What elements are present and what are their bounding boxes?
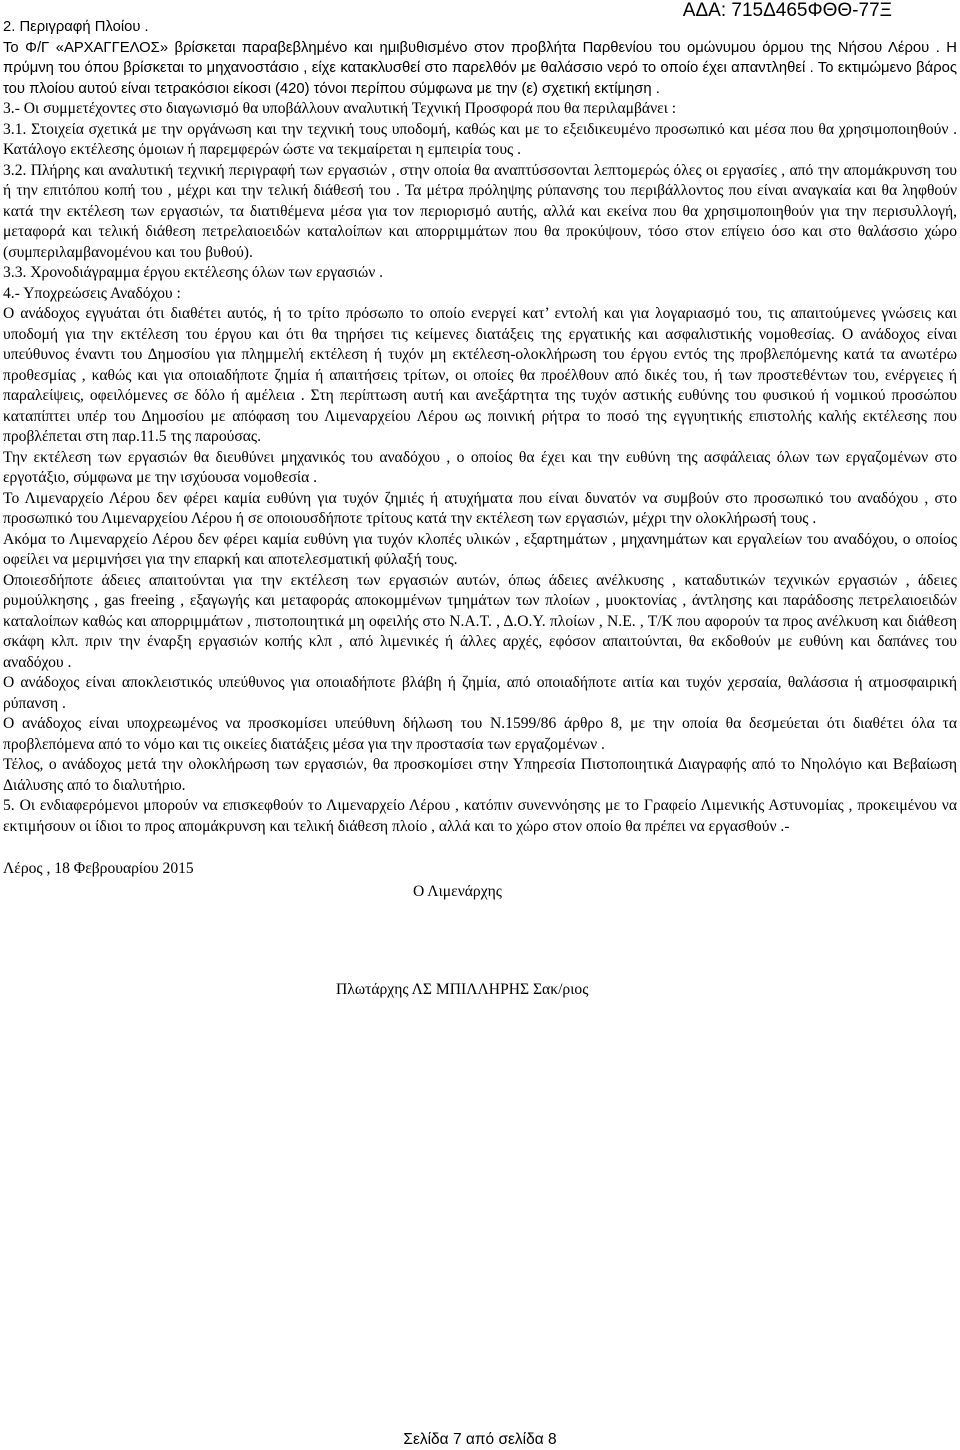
signatory-name: Πλωτάρχης ΛΣ ΜΠΙΛΛΗΡΗΣ Σακ/ριος [336,981,589,998]
section-3-heading: 3.- Οι συμμετέχοντες στο διαγωνισμό θα υποβάλλουν αναλυτική Τεχνική Προσφορά που θα περιλαμβάνει : [3,100,677,117]
paragraph: Την εκτέλεση των εργασιών θα διευθύνει μηχανικός του αναδόχου , ο οποίος θα έχει και την ευθύνη της ασφάλειας όλων των εργαζομένων στο εργοτάξιο, σύμφωνα με την ισχύουσα νομοθεσία . [3,448,957,486]
document-date: Λέρος , 18 Φεβρουαρίου 2015 [3,860,194,877]
paragraph: Ο ανάδοχος εγγυάται ότι διαθέτει αυτός, ή το τρίτο πρόσωπο το οποίο ενεργεί κατ’ εντολή και για λογαριασμό του, τις απαιτούμενες γνώσεις και υποδομή για την εκτέλεση του έργου και ότι θα τηρήσει τις κείμενες διατάξεις της εργατικής και ασφαλιστικής νομοθεσίας. Ο ανάδοχος είναι υπεύθυνος έναντι του Δημοσίου για πλημμελή εκτέλεση ή τυχόν μη εκτέλεση-ολοκλήρωση του έργου εντός της προβλεπόμενης κατά τα ανωτέρω προθεσμίας , καθώς και για οποιαδήποτε ζημία ή απαιτήσεις τρίτων, οι οποίες θα προέλθουν από δικές του, ή των προστεθέντων του, ενέργειες ή παραλείψεις, οφειλόμενες σε δόλο ή αμέλεια . Στη περίπτωση αυτή και ανεξάρτητα της τυχόν αστικής ευθύνης του φυσικού ή νομικού προσώπου καταπίπτει υπέρ του Δημοσίου με απόφαση του Λιμεναρχείου Λέρου ως ποινική ρήτρα το ποσό της εγγυητικής επιστολής καλής εκτέλεσης που προβλέπεται στη παρ.11.5 της παρούσας. [3,305,957,445]
section-5: 5. Οι ενδιαφερόμενοι μπορούν να επισκεφθούν το Λιμεναρχείο Λέρου , κατόπιν συνεννόησης με το Γραφείο Λιμενικής Αστυνομίας , προκειμένου να εκτιμήσουν οι ίδιοι το προς απομάκρυνση και τελική διάθεση πλοίο , αλλά και το χώρο στον οποίο θα πρέπει να εργασθούν .- [3,797,957,835]
section-2-heading: 2. Περιγραφή Πλοίου . [3,19,149,35]
section-3-1: 3.1. Στοιχεία σχετικά με την οργάνωση και την τεχνική τους υποδομή, καθώς και με το εξειδικευμένο προσωπικό και μέσα που θα χρησιμοποιηθούν . Κατάλογο εκτέλεσης όμοιων ή παρεμφερών ώστε να τεκμαίρεται η εμπειρία τους . [3,120,957,158]
paragraph: Το Λιμεναρχείο Λέρου δεν φέρει καμία ευθύνη για τυχόν ζημιές ή ατυχήματα που είναι δυνατόν να συμβούν στο προσωπικό του αναδόχου , στο προσωπικό του Λιμεναρχείου Λέρου ή σε οποιουσδήποτε τρίτους κατά την εκτέλεση των εργασιών, μέχρι την ολοκλήρωσή τους . [3,489,957,527]
paragraph: Οποιεσδήποτε άδειες απαιτούνται για την εκτέλεση των εργασιών αυτών, όπως άδειες ανέλκυσης , καταδυτικών τεχνικών εργασιών , άδειες ρυμούλκησης , gas freeing , εξαγωγής και μεταφοράς αποκομμένων τμημάτων των πλοίων , μυοκτονίας , άντλησης και παράδοσης πετρελαιοειδών καταλοίπων καθώς και απορριμμάτων , πιστοποιητικά μη οφειλής στο Ν.Α.Τ. , Δ.Ο.Υ. πλοίων , Ν.Ε. , Τ/Κ που αφορούν τα προς ανέλκυση και διάθεση σκάφη κλπ. πριν την έναρξη εργασιών κοπής κλπ , από λιμενικές ή άλλες αρχές, εφόσον απαιτούνται, θα εκδοθούν με ευθύνη και δαπάνες του αναδόχου . [3,571,957,671]
section-3-2: 3.2. Πλήρης και αναλυτική τεχνική περιγραφή των εργασιών , στην οποία θα αναπτύσσονται λεπτομερώς όλες οι εργασίες , από την απομάκρυνση του ή την επιτόπου κοπή του , μέχρι και την τελική διάθεσή του . Τα μέτρα πρόληψης ρύπανσης του περιβάλλοντος που είναι αναγκαία και θα ληφθούν κατά την εκτέλεση των εργασιών, τα διατιθέμενα μέσα για τον περιορισμό αυτής, αλλά και εκείνα που θα χρησιμοποιηθούν για την περισυλλογή, μεταφορά και τελική διάθεση πετρελαιοειδών καταλοίπων και απορριμμάτων που θα προκύψουν, τόσο στον επίγειο όσο και στο θαλάσσιο χώρο (συμπεριλαμβανομένου και του βυθού). [3,161,957,261]
section-3-3: 3.3. Χρονοδιάγραμμα έργου εκτέλεσης όλων των εργασιών . [3,264,384,281]
section-4-heading: 4.- Υποχρεώσεις Αναδόχου : [3,284,181,302]
ada-code: ΑΔΑ: 715Δ465ΦΘΘ-77Ξ [682,0,892,21]
signatory-title: Ο Λιμενάρχης [413,882,502,900]
paragraph: Ακόμα το Λιμεναρχείο Λέρου δεν φέρει καμία ευθύνη για τυχόν κλοπές υλικών , εξαρτημάτων , μηχανημάτων και εργαλείων του αναδόχου, ο οποίος οφείλει να μεριμνήσει για την επαρκή και αποτελεσματική φύλαξή τους. [3,530,957,568]
document-body [3,17,957,1001]
page-number: Σελίδα 7 από σελίδα 8 [403,1431,557,1448]
section-2-text: Το Φ/Γ «ΑΡΧΑΓΓΕΛΟΣ» βρίσκεται παραβεβλημένο και ημιβυθισμένο στον προβλήτα Παρθενίου του ομώνυμου όρμου της Νήσου Λέρου . Η πρύμνη του όπου βρίσκεται το μηχανοστάσιο , είχε κατακλυσθεί στο παρελθόν με θαλάσσιο νερό το οποίο έχει απαντληθεί . Το εκτιμώμενο βάρος του πλοίου αυτού είναι τετρακόσιοι είκοσι (420) τόνοι περίπου σύμφωνα με την (ε) σχετική εκτίμηση . [3,39,957,97]
paragraph: Ο ανάδοχος είναι υποχρεωμένος να προσκομίσει υπεύθυνη δήλωση του Ν.1599/86 άρθρο 8, με την οποία θα δεσμεύεται ότι διαθέτει όλα τα προβλεπόμενα από το νόμο και τις οικείες διατάξεις μέσα για την προστασία των εργαζομένων . [3,715,957,753]
paragraph: Τέλος, ο ανάδοχος μετά την ολοκλήρωση των εργασιών, θα προσκομίσει στην Υπηρεσία Πιστοποιητικά Διαγραφής από το Νηολόγιο και Βεβαίωση Διάλυσης από το διαλυτήριο. [3,756,957,794]
paragraph: Ο ανάδοχος είναι αποκλειστικός υπεύθυνος για οποιαδήποτε βλάβη ή ζημία, από οποιαδήποτε αιτία και τυχόν χερσαία, θαλάσσια ή ατμοσφαιρική ρύπανση . [3,674,957,712]
